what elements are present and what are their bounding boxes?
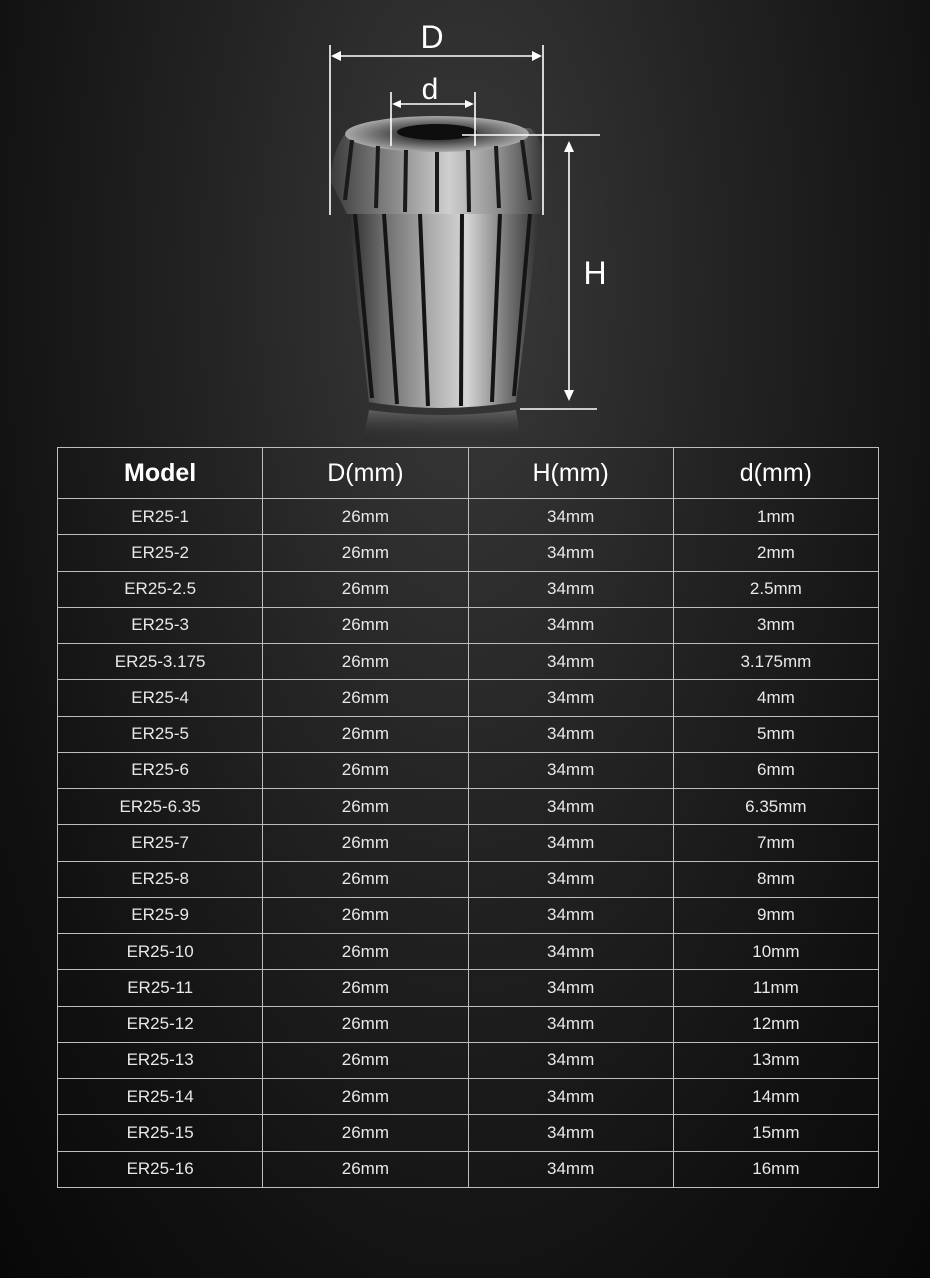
table-row [58, 789, 879, 825]
cell-outer-diameter: 26mm [263, 716, 468, 752]
cell-inner-diameter: 12mm [673, 1006, 878, 1042]
cell-model: ER25-14 [58, 1079, 263, 1115]
cell-height: 34mm [468, 1042, 673, 1078]
cell-inner-diameter: 6mm [673, 752, 878, 788]
outer-diameter-label: D [420, 19, 444, 55]
collet-diagram [0, 0, 930, 450]
cell-outer-diameter: 26mm [263, 897, 468, 933]
cell-inner-diameter: 8mm [673, 861, 878, 897]
cell-height: 34mm [468, 499, 673, 535]
cell-model: ER25-5 [58, 716, 263, 752]
collet-image [330, 116, 546, 446]
cell-outer-diameter: 26mm [263, 825, 468, 861]
cell-model: ER25-11 [58, 970, 263, 1006]
cell-model: ER25-15 [58, 1115, 263, 1151]
cell-height: 34mm [468, 825, 673, 861]
cell-height: 34mm [468, 752, 673, 788]
cell-model: ER25-6 [58, 752, 263, 788]
cell-outer-diameter: 26mm [263, 934, 468, 970]
cell-inner-diameter: 13mm [673, 1042, 878, 1078]
cell-outer-diameter: 26mm [263, 752, 468, 788]
header-outer-diameter: D(mm) [263, 448, 468, 499]
cell-model: ER25-2 [58, 535, 263, 571]
cell-inner-diameter: 6.35mm [673, 789, 878, 825]
cell-model: ER25-10 [58, 934, 263, 970]
table-row [58, 1151, 879, 1188]
table-row [58, 861, 879, 897]
table-row [58, 535, 879, 571]
cell-height: 34mm [468, 1115, 673, 1151]
cell-inner-diameter: 2.5mm [673, 571, 878, 607]
cell-outer-diameter: 26mm [263, 1151, 468, 1188]
cell-height: 34mm [468, 1151, 673, 1188]
cell-height: 34mm [468, 1079, 673, 1115]
cell-inner-diameter: 14mm [673, 1079, 878, 1115]
header-inner-diameter: d(mm) [673, 448, 878, 499]
table-row [58, 752, 879, 788]
table-row [58, 825, 879, 861]
cell-outer-diameter: 26mm [263, 499, 468, 535]
cell-height: 34mm [468, 934, 673, 970]
header-height: H(mm) [468, 448, 673, 499]
cell-model: ER25-13 [58, 1042, 263, 1078]
header-model: Model [58, 448, 263, 499]
cell-inner-diameter: 2mm [673, 535, 878, 571]
cell-outer-diameter: 26mm [263, 970, 468, 1006]
cell-model: ER25-6.35 [58, 789, 263, 825]
cell-model: ER25-16 [58, 1151, 263, 1188]
cell-outer-diameter: 26mm [263, 680, 468, 716]
cell-inner-diameter: 16mm [673, 1151, 878, 1188]
cell-outer-diameter: 26mm [263, 1006, 468, 1042]
cell-outer-diameter: 26mm [263, 1115, 468, 1151]
table-row [58, 897, 879, 933]
cell-height: 34mm [468, 680, 673, 716]
table-row [58, 1079, 879, 1115]
cell-height: 34mm [468, 897, 673, 933]
cell-inner-diameter: 11mm [673, 970, 878, 1006]
table-row [58, 499, 879, 535]
cell-height: 34mm [468, 861, 673, 897]
cell-outer-diameter: 26mm [263, 789, 468, 825]
cell-model: ER25-3.175 [58, 644, 263, 680]
cell-inner-diameter: 3.175mm [673, 644, 878, 680]
cell-height: 34mm [468, 571, 673, 607]
cell-height: 34mm [468, 644, 673, 680]
cell-model: ER25-3 [58, 607, 263, 643]
cell-height: 34mm [468, 970, 673, 1006]
cell-inner-diameter: 7mm [673, 825, 878, 861]
table-row [58, 934, 879, 970]
cell-inner-diameter: 4mm [673, 680, 878, 716]
table-row [58, 607, 879, 643]
height-label: H [583, 255, 607, 291]
table-row [58, 644, 879, 680]
cell-model: ER25-8 [58, 861, 263, 897]
cell-inner-diameter: 1mm [673, 499, 878, 535]
cell-model: ER25-1 [58, 499, 263, 535]
cell-model: ER25-2.5 [58, 571, 263, 607]
table-row [58, 1042, 879, 1078]
table-row [58, 680, 879, 716]
table-row [58, 571, 879, 607]
cell-model: ER25-12 [58, 1006, 263, 1042]
cell-outer-diameter: 26mm [263, 1042, 468, 1078]
table-row [58, 716, 879, 752]
cell-outer-diameter: 26mm [263, 861, 468, 897]
cell-outer-diameter: 26mm [263, 571, 468, 607]
cell-height: 34mm [468, 789, 673, 825]
cell-height: 34mm [468, 607, 673, 643]
cell-inner-diameter: 3mm [673, 607, 878, 643]
table-row [58, 1115, 879, 1151]
cell-outer-diameter: 26mm [263, 1079, 468, 1115]
table-header-row [58, 448, 879, 499]
cell-outer-diameter: 26mm [263, 607, 468, 643]
cell-model: ER25-4 [58, 680, 263, 716]
cell-outer-diameter: 26mm [263, 644, 468, 680]
cell-outer-diameter: 26mm [263, 535, 468, 571]
cell-height: 34mm [468, 1006, 673, 1042]
cell-height: 34mm [468, 535, 673, 571]
cell-inner-diameter: 5mm [673, 716, 878, 752]
inner-diameter-label: d [421, 73, 439, 106]
cell-height: 34mm [468, 716, 673, 752]
cell-model: ER25-7 [58, 825, 263, 861]
table-row [58, 1006, 879, 1042]
cell-model: ER25-9 [58, 897, 263, 933]
spec-table [57, 447, 879, 1188]
cell-inner-diameter: 9mm [673, 897, 878, 933]
cell-inner-diameter: 10mm [673, 934, 878, 970]
table-row [58, 970, 879, 1006]
cell-inner-diameter: 15mm [673, 1115, 878, 1151]
